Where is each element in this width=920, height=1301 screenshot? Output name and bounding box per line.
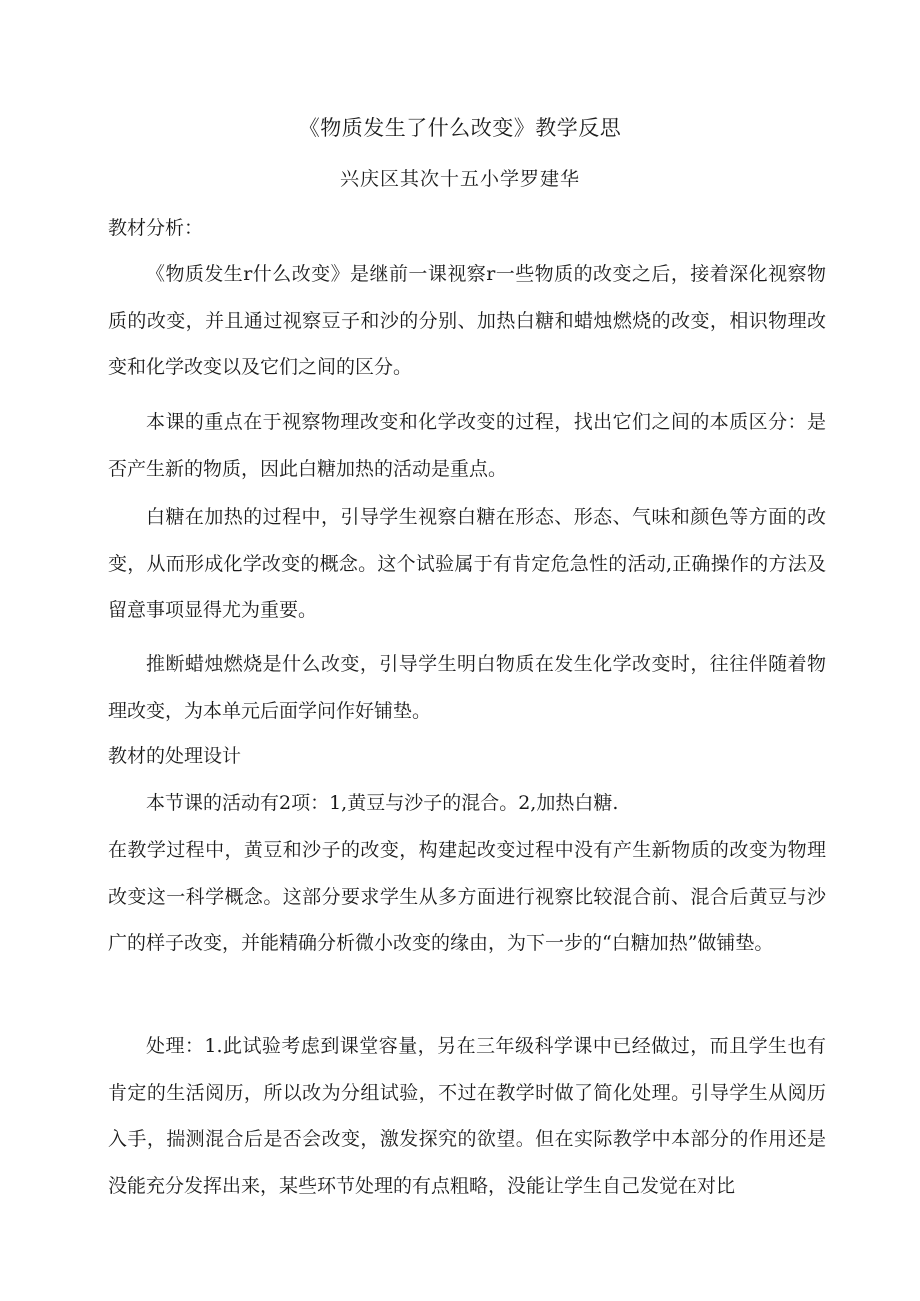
paragraph-6: 在教学过程中，黄豆和沙子的改变，构建起改变过程中没有产生新物质的改变为物理改变这一科学概念。这部分要求学生从多方面进行视察比较混合前、混合后黄豆与沙广的样子改变，并能精确分析微小改变的缘由，为下一步的“白糖加热”做铺垫。 xyxy=(108,839,826,954)
paragraph-1: 《物质发生r什么改变》是继前一课视察r一些物质的改变之后，接着深化视察物质的改变，并且通过视察豆子和沙的分别、加热白糖和蜡烛燃烧的改变，相识物理改变和化学改变以及它们之间的区分。 xyxy=(108,263,826,378)
document-title: 《物质发生了什么改变》教学反思 xyxy=(298,116,622,140)
paragraph-5: 本节课的活动有2项：1,黄豆与沙子的混合。2,加热白糖. xyxy=(146,792,619,814)
paragraph-4: 推断蜡烛燃烧是什么改变，引导学生明白物质在发生化学改变时，往往伴随着物理改变，为本单元后面学问作好铺垫。 xyxy=(108,653,826,722)
section-heading-design: 教材的处理设计 xyxy=(108,745,242,767)
paragraph-2: 本课的重点在于视察物理改变和化学改变的过程，找出它们之间的本质区分：是否产生新的物质，因此白糖加热的活动是重点。 xyxy=(108,411,826,480)
paragraph-7: 处理：1.此试验考虑到课堂容量，另在三年级科学课中已经做过，而且学生也有肯定的生活阅历，所以改为分组试验，不过在教学时做了简化处理。引导学生从阅历入手，揣测混合后是否会改变，激发探究的欲望。但在实际教学中本部分的作用还是没能充分发挥出来，某些环节处理的有点粗略，没能让学生自己发觉在对比 xyxy=(108,1035,826,1197)
paragraph-3: 白糖在加热的过程中，引导学生视察白糖在形态、形态、气味和颜色等方面的改变，从而形成化学改变的概念。这个试验属于有肯定危急性的活动,正确操作的方法及留意事项显得尤为重要。 xyxy=(108,506,826,621)
section-heading-textbook-analysis: 教材分析： xyxy=(108,217,204,239)
document-author: 兴庆区其次十五小学罗建华 xyxy=(339,168,580,190)
